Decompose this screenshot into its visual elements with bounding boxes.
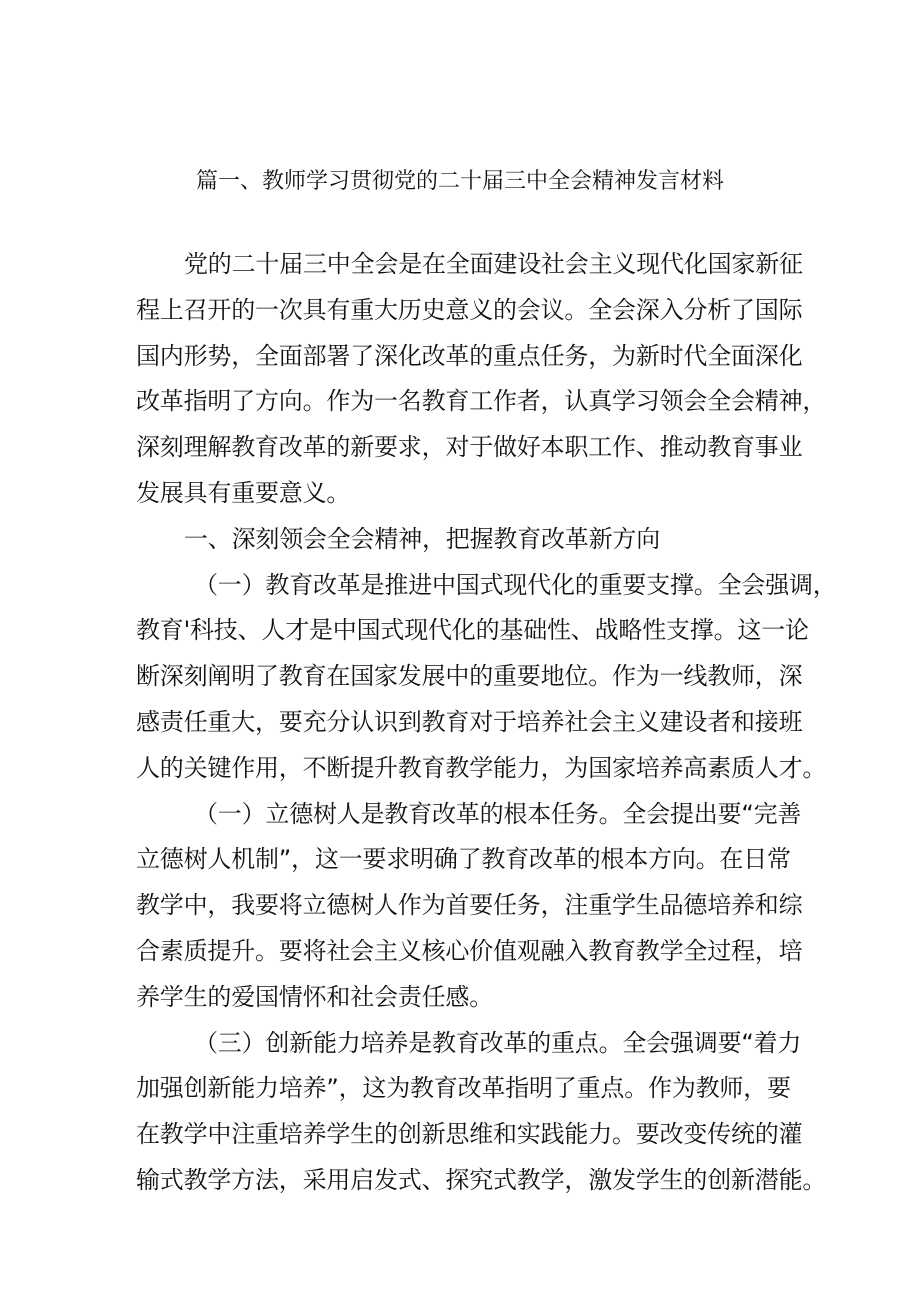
text-line: 合素质提升。要将社会主义核心价值观融入教育教学全过程，培 — [136, 936, 803, 965]
paragraph-point-3 — [136, 1021, 827, 1204]
text-line: 党的二十届三中全会是在全面建设社会主义现代化国家新征 — [184, 250, 803, 278]
paragraph-intro — [136, 242, 827, 517]
text-line: 在教学中注重培养学生的创新思维和实践能力。要改变传统的灌 — [136, 1120, 803, 1149]
document-title: 篇一、教师学习贯彻党的二十届三中全会精神发言材料 — [195, 169, 724, 194]
text-line: 感责任重大，要充分认识到教育对于培养社会主义建设者和接班 — [136, 707, 803, 736]
text-line: 改革指明了方向。作为一名教育工作者，认真学习领会全会精神， — [136, 387, 827, 416]
text-line: 深刻理解教育改革的新要求，对于做好本职工作、推动教育事业 — [136, 433, 803, 462]
text-line: 教学中，我要将立德树人作为首要任务，注重学生品德培养和综 — [136, 891, 803, 920]
text-line: 养学生的爱国情怀和社会责任感。 — [136, 982, 493, 1011]
paragraph-point-2 — [136, 792, 803, 1021]
text-line: 立德树人机制”，这一要求明确了教育改革的根本方向。在日常 — [136, 845, 791, 874]
paragraph-point-1 — [136, 563, 837, 792]
text-line: 教育'科技、人才是中国式现代化的基础性、战略性支撑。这一论 — [136, 616, 809, 645]
document-body — [136, 242, 837, 1204]
text-line: 断深刻阐明了教育在国家发展中的重要地位。作为一线教师，深 — [136, 662, 803, 691]
text-line: 一、深刻领会全会精神，把握教育改革新方向 — [184, 524, 660, 553]
text-line: 发展具有重要意义。 — [136, 478, 351, 507]
text-line: 程上召开的一次具有重大历史意义的会议。全会深入分析了国际 — [136, 295, 803, 324]
text-line: 加强创新能力培养”，这为教育改革指明了重点。作为教师，要 — [136, 1074, 791, 1103]
text-line: 输式教学方法，采用启发式、探究式教学，激发学生的创新潜能。 — [136, 1165, 827, 1194]
text-line: （一）教育改革是推进中国式现代化的重要支撑。全会强调， — [194, 570, 837, 599]
text-line: （三）创新能力培养是教育改革的重点。全会强调要“着力 — [194, 1028, 802, 1057]
text-line: 人的关键作用，不断提升教育教学能力，为国家培养高素质人才。 — [136, 753, 827, 782]
text-line: 国内形势，全面部署了深化改革的重点任务，为新时代全面深化 — [136, 341, 803, 370]
section-heading — [136, 517, 798, 563]
text-line: （一）立德树人是教育改革的根本任务。全会提出要“完善 — [194, 799, 802, 828]
